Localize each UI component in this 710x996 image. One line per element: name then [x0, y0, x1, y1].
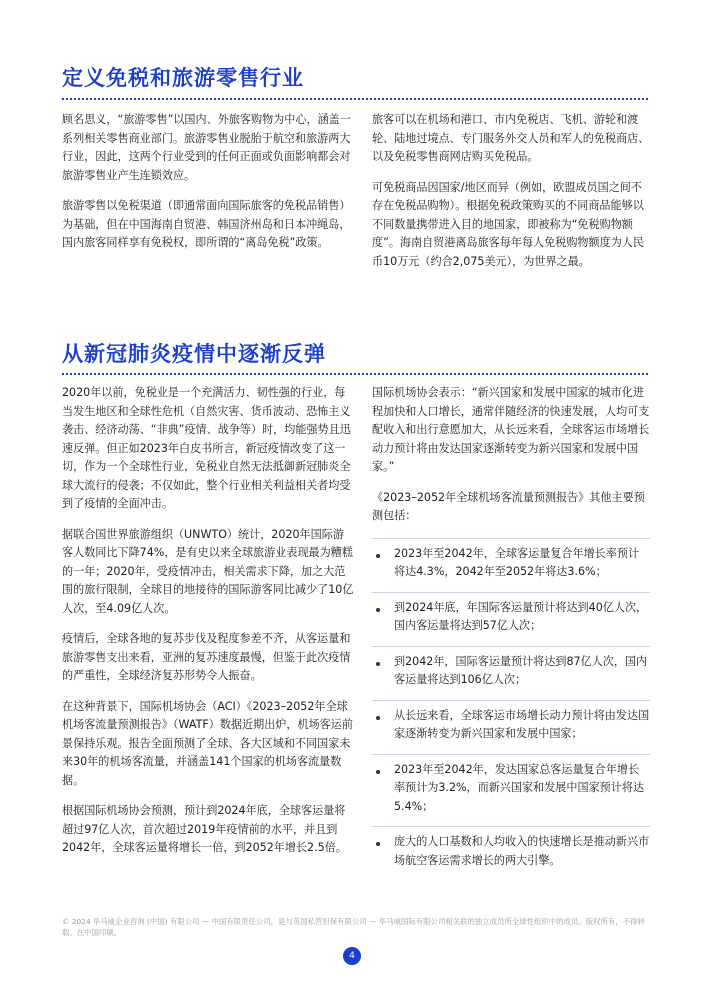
- paragraph: 2020年以前，免税业是一个充满活力、韧性强的行业，每当发生地区和全球性危机（自然灾害、货币波动、恐怖主义袭击、经济动荡、“非典”疫情、战争等）时，均能强势且迅速反弹。但正如2023年白皮书所言，新冠疫情改变了这一切，作为一个全球性行业，免税业自然无法抵御新冠肺炎全球大流行的侵袭；不仅如此，整个行业相关利益相关者均受到了疫情的全面冲击。: [62, 386, 351, 510]
- paragraph-lead: 《2023–2052年全球机场客流量预测报告》其他主要预测包括：: [372, 490, 645, 522]
- page-number-badge: 4: [343, 947, 361, 965]
- paragraph: 旅游零售以免税渠道（即通常面向国际旅客的免税品销售）为基础，但在中国海南自贸港、韩国济州岛和日本冲绳岛，国内旅客同样享有免税权，即所谓的“离岛免税”政策。: [62, 199, 351, 249]
- section-divider: [62, 98, 648, 100]
- section-title-covid-rebound: 从新冠肺炎疫情中逐渐反弹: [62, 342, 326, 366]
- paragraph-quote: 国际机场协会表示：“新兴国家和发展中国家的城市化进程加快和人口增长，通常伴随经济的快速发展，人均可支配收入和出行意愿加大，从长远来看，全球客运市场增长动力预计将由发达国家逐渐转变为新兴国家和发展中国家。”: [372, 386, 650, 473]
- paragraph: 据联合国世界旅游组织（UNWTO）统计，2020年国际游客人数同比下降74%，是有史以来全球旅游业表现最为糟糕的一年；2020年，受疫情冲击，相关需求下降，加之大范围的旅行限制，全球目的地接待的国际游客同比减少了10亿人次，至4.09亿人次。: [62, 527, 354, 615]
- paragraph: 顾名思义，“旅游零售”以国内、外旅客购物为中心，涵盖一系列相关零售商业部门。旅游零售业脱胎于航空和旅游两大行业，因此，这两个行业受到的任何正面或负面影响都会对旅游零售业产生连锁效应。: [62, 113, 351, 182]
- paragraph: 在这种背景下，国际机场协会（ACI）《2023–2052年全球机场客流量预测报告》（WATF）数据近期出炉，机场客运前景保持乐观。报告全面预测了全球、各大区域和不同国家未来30年的机场客流量，并涵盖141个国家的机场客流量数据。: [62, 699, 353, 787]
- list-item: 从长远来看，全球客运市场增长动力预计将由发达国家逐渐转变为新兴国家和发展中国家；: [372, 701, 650, 755]
- copyright-footer: © 2024 毕马威企业咨询 (中国) 有限公司 — 中国有限责任公司，是与英国私营担保有限公司 — 毕马威国际有限公司相关联的独立成员所全球性组织中的成员。版权所有，不得转载。在中国印刷。: [62, 917, 645, 937]
- section1-left-column: [62, 111, 354, 265]
- list-item: 到2042年，国际客运量预计将达到87亿人次，国内客运量将达到106亿人次；: [372, 647, 650, 701]
- paragraph: 可免税商品因国家/地区而异（例如，欧盟成员国之间不存在免税品购物）。根据免税政策购买的不同商品能够以不同数量携带进入目的地国家，即被称为“免税购物额度”。海南自贸港离岛旅客每年每人免税购物额度为人民币10万元（约合2,075美元），为世界之最。: [372, 180, 644, 268]
- section2-right-column: [372, 384, 650, 880]
- paragraph: 根据国际机场协会预测，预计到2024年底，全球客运量将超过97亿人次，首次超过2019年疫情前的水平，并且到2042年，全球客运量将增长一倍，到2052年增长2.5倍。: [62, 804, 347, 854]
- list-item: 2023年至2042年，全球客运量复合年增长率预计将达4.3%，2042年至2052年将达3.6%；: [372, 538, 650, 593]
- list-item: 2023年至2042年，发达国家总客运量复合年增长率预计为3.2%，而新兴国家和发展中国家预计将达5.4%；: [372, 755, 650, 828]
- paragraph: 疫情后，全球各地的复苏步伐及程度参差不齐，从客运量和旅游零售支出来看，亚洲的复苏速度最慢，但鉴于此次疫情的严重性，全球经济复苏形势令人振奋。: [62, 632, 351, 682]
- forecast-bullet-list: [372, 538, 650, 881]
- section2-left-column: [62, 384, 354, 870]
- section-divider: [62, 373, 648, 375]
- paragraph: 旅客可以在机场和港口、市内免税店、飞机、游轮和渡轮、陆地过境点、专门服务外交人员和军人的免税商店、以及免税零售商网店购买免税品。: [372, 113, 650, 163]
- section1-right-column: [372, 111, 650, 283]
- section-title-duty-free: 定义免税和旅游零售行业: [62, 66, 304, 90]
- list-item: 庞大的人口基数和人均收入的快速增长是推动新兴市场航空客运需求增长的两大引擎。: [372, 827, 650, 880]
- list-item: 到2024年底，年国际客运量预计将达到40亿人次，国内客运量将达到57亿人次；: [372, 593, 650, 647]
